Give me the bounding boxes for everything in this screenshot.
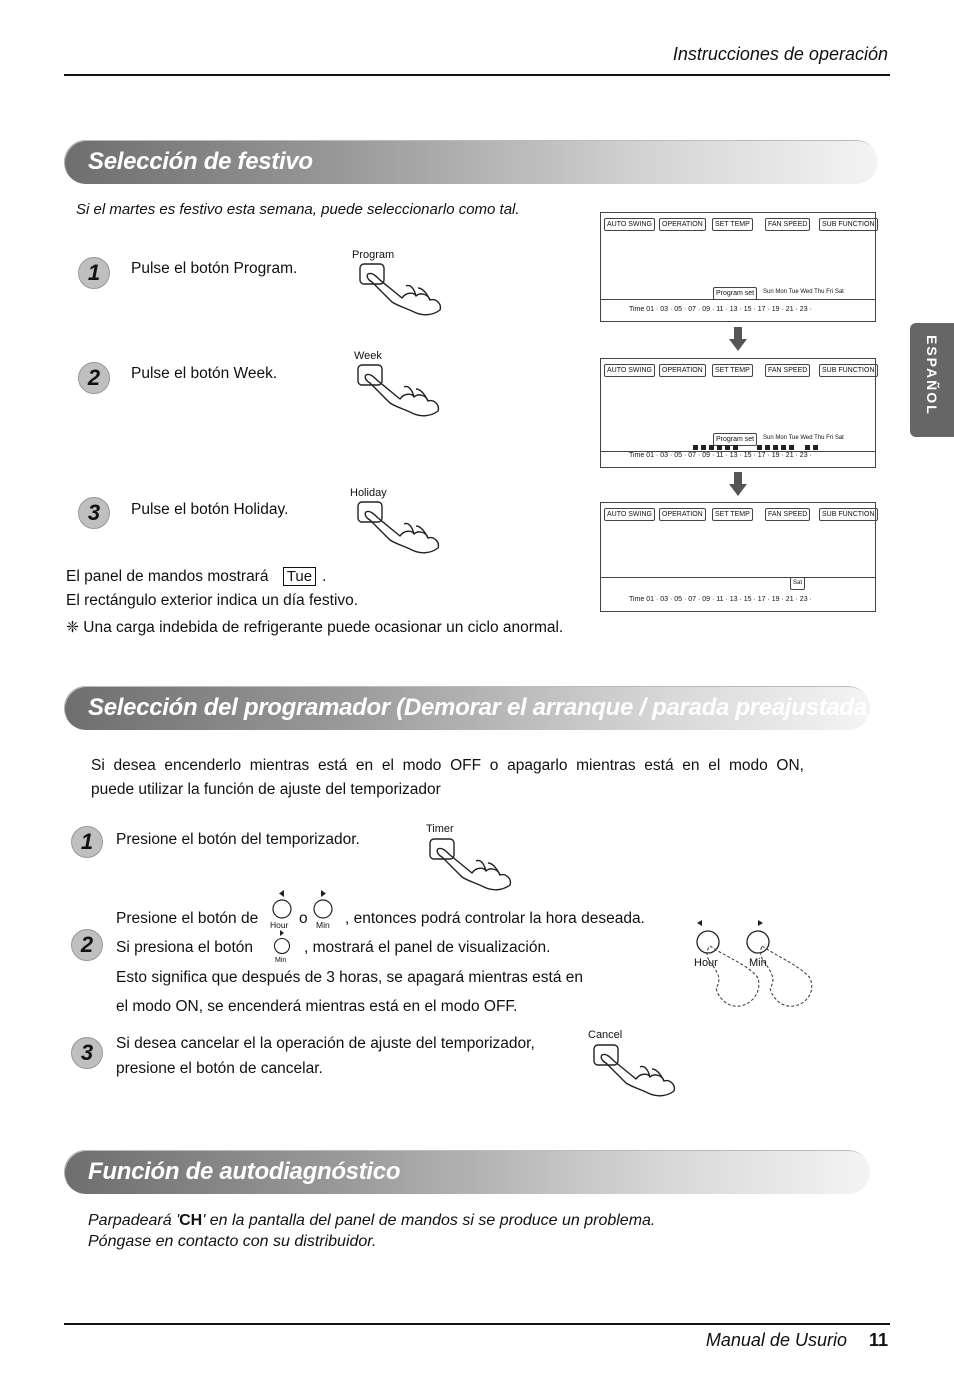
display-panel-holiday [600, 502, 876, 612]
panel-tab: SUB FUNCTION [819, 218, 878, 231]
step-number: 3 [78, 497, 110, 529]
panel-tab: AUTO SWING [604, 364, 655, 377]
panel-tab: AUTO SWING [604, 508, 655, 521]
min-button-icon[interactable] [312, 890, 334, 924]
holiday-day-icon: Tue [283, 567, 316, 586]
step-text: Si presiona el botón [116, 939, 254, 956]
timer-button-press-icon[interactable] [428, 837, 520, 891]
panel-divider [601, 577, 875, 578]
time-scale: Time 01 · 03 · 05 · 07 · 09 · 11 · 13 · 15 · 17 · 19 · 21 · 23 · [629, 452, 812, 459]
step-text: Pulse el botón Program. [131, 260, 298, 277]
day-row: Sun Mon Tue Wed Thu Fri Sat [763, 435, 844, 441]
holiday-button-press-icon[interactable] [356, 500, 448, 554]
program-button-press-icon[interactable] [358, 262, 450, 316]
panel-tab: SET TEMP [712, 508, 753, 521]
step-text: , mostrará el panel de visualización. [304, 939, 551, 956]
program-set-indicator: Program set [713, 433, 757, 446]
week-button-press-icon[interactable] [356, 363, 448, 417]
error-code: CH [179, 1212, 203, 1229]
section-intro: Si el martes es festivo esta semana, puede seleccionarlo como tal. [76, 201, 520, 218]
step-text: , entonces podrá controlar la hora deseada. [345, 910, 645, 927]
program-set-indicator: Program set [713, 287, 757, 300]
section-intro: Si desea encenderlo mientras está en el modo OFF o apagarlo mientras está en el modo ON, [91, 757, 804, 774]
panel-tab: SET TEMP [712, 364, 753, 377]
panel-tab: SET TEMP [712, 218, 753, 231]
section-banner-festivo [64, 140, 878, 184]
section-intro: puede utilizar la función de ajuste del temporizador [91, 781, 441, 798]
step-number: 1 [78, 257, 110, 289]
holiday-button-label: Holiday [350, 487, 387, 499]
display-panel-week [600, 358, 876, 468]
diagnostic-line: Parpadeará 'CH' en la pantalla del panel de mandos si se produce un problema. [88, 1212, 656, 1229]
panel-divider [601, 299, 875, 300]
time-scale: Time 01 · 03 · 05 · 07 · 09 · 11 · 13 · 15 · 17 · 19 · 21 · 23 · [629, 306, 812, 313]
down-arrow-icon [729, 472, 747, 496]
note-line: ❈ Una carga indebida de refrigerante puede ocasionar un ciclo anormal. [66, 619, 564, 636]
program-button-label: Program [352, 249, 395, 261]
min-button-small-icon[interactable] [272, 930, 292, 958]
footer-rule [64, 1323, 890, 1325]
panel-tab: OPERATION [659, 364, 706, 377]
program-bars [691, 444, 821, 451]
diagnostic-line: Póngase en contacto con su distribuidor. [88, 1233, 377, 1250]
note-line: El rectángulo exterior indica un día festivo. [66, 592, 359, 609]
manual-title: Manual de Usurio [705, 1330, 847, 1350]
section-banner-autodiagnostico [64, 1150, 870, 1194]
page-number: 11 [868, 1330, 888, 1350]
section-title: Función de autodiagnóstico [88, 1158, 401, 1185]
step-text: Pulse el botón Week. [131, 365, 278, 382]
cancel-button-label: Cancel [588, 1029, 623, 1041]
header-rule [64, 74, 890, 76]
timer-button-label: Timer [426, 823, 454, 835]
step-text: Presione el botón de [116, 910, 259, 927]
step-text: presione el botón de cancelar. [116, 1060, 323, 1077]
panel-tab: OPERATION [659, 508, 706, 521]
step-number: 2 [71, 929, 103, 961]
section-title: Selección de festivo [88, 148, 313, 175]
language-tab [910, 323, 954, 437]
step-text: el modo ON, se encenderá mientras está en el modo OFF. [116, 998, 518, 1015]
panel-tab: AUTO SWING [604, 218, 655, 231]
step-text: Esto significa que después de 3 horas, se apagará mientras está en [116, 969, 584, 986]
down-arrow-icon [729, 327, 747, 351]
section-title: Selección del programador (Demorar el arranque / parada preajustada) [88, 694, 875, 721]
week-button-label: Week [354, 350, 382, 362]
step-number: 3 [71, 1037, 103, 1069]
panel-tab: FAN SPEED [765, 364, 810, 377]
cancel-button-press-icon[interactable] [592, 1043, 684, 1097]
hour-button-icon[interactable] [271, 890, 293, 924]
step-text: Pulse el botón Holiday. [131, 501, 289, 518]
step-number: 2 [78, 362, 110, 394]
display-panel-program [600, 212, 876, 322]
step-number: 1 [71, 826, 103, 858]
min-label-small: Min [275, 957, 287, 964]
min-illustration-label: Min [749, 957, 767, 969]
hour-label: Hour [270, 920, 289, 930]
section-banner-programador [64, 686, 875, 730]
step-text: Si desea cancelar el la operación de ajuste del temporizador, [116, 1035, 535, 1052]
time-scale: Time 01 · 03 · 05 · 07 · 09 · 11 · 13 · 15 · 17 · 19 · 21 · 23 · [629, 596, 812, 603]
panel-tab: OPERATION [659, 218, 706, 231]
panel-tab: FAN SPEED [765, 508, 810, 521]
holiday-indicator: Sat [790, 577, 805, 590]
language-label: ESPAÑOL [924, 335, 940, 416]
step-text: o [299, 910, 308, 927]
hour-illustration-label: Hour [694, 957, 718, 969]
panel-tab: SUB FUNCTION [819, 364, 878, 377]
min-label: Min [316, 920, 330, 930]
day-row: Sun Mon Tue Wed Thu Fri Sat [763, 289, 844, 295]
step-text: Presione el botón del temporizador. [116, 831, 360, 848]
panel-tab: FAN SPEED [765, 218, 810, 231]
panel-tab: SUB FUNCTION [819, 508, 878, 521]
running-header: Instrucciones de operación [672, 44, 888, 64]
footer [706, 1330, 888, 1351]
note-line: El panel de mandos mostrará Tue . [66, 568, 327, 585]
